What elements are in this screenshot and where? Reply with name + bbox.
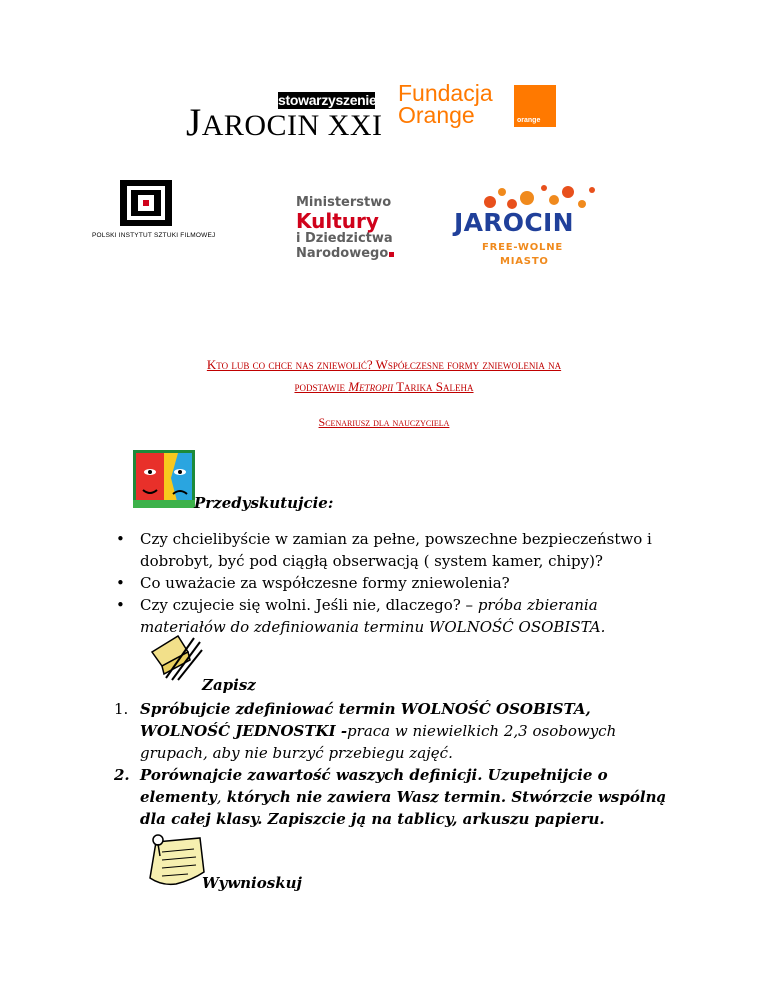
logo-stowarzyszenie-name bbox=[186, 101, 383, 148]
logo-ministerstwo bbox=[296, 195, 426, 263]
logo-fundacja-orange bbox=[398, 82, 558, 128]
list-item bbox=[114, 764, 674, 830]
section-title-discuss: Przedyskutujcie: bbox=[194, 494, 334, 512]
paint-splash-icon bbox=[472, 180, 612, 210]
orange-box-label: orange bbox=[517, 117, 541, 124]
page-title-line2-a: podstawie bbox=[294, 379, 349, 394]
list-item-comma: , bbox=[216, 788, 222, 806]
logo-ministerstwo-line1: Ministerstwo bbox=[296, 195, 392, 210]
list-item-italic-text: próba zbierania materiałów do zdefiniowania terminu WOLNOŚĆ OSOBISTA. bbox=[140, 596, 606, 636]
write-tasks-list bbox=[114, 698, 674, 830]
logo-jarocin-sub1: FREE-WOLNE bbox=[482, 242, 563, 253]
page-title-line2-b: Tarika Saleha bbox=[393, 379, 474, 394]
logo-jarocin-miasto bbox=[452, 180, 612, 280]
list-item-text: Czy czujecie się wolni. Jeśli nie, dlaczego? – bbox=[140, 596, 478, 614]
logo-stowarzyszenie-banner: stowarzyszenie bbox=[278, 92, 377, 108]
list-item bbox=[114, 698, 674, 764]
page-title-film: Metropii bbox=[348, 379, 394, 394]
logo-stowarzyszenie-rest: AROCIN XXI bbox=[201, 109, 383, 142]
list-item-italic-text: praca w niewielkich 2,3 osobowych grupach, aby nie burzyć przebiegu zajęć. bbox=[140, 722, 617, 762]
logo-fundacja-line1: Fundacja bbox=[398, 80, 493, 106]
list-item-number: 1. bbox=[114, 700, 129, 718]
list-item: • Co uważacie za współczesne formy zniewolenia? bbox=[114, 572, 674, 594]
logo-pisf-text: POLSKI INSTYTUT SZTUKI FILMOWEJ bbox=[92, 232, 216, 239]
pisf-frame-icon bbox=[118, 178, 174, 228]
section-title-conclude: Wywnioskuj bbox=[202, 874, 302, 892]
logo-pisf bbox=[80, 178, 230, 248]
list-item: • Czy chcielibyście w zamian za pełne, powszechne bezpieczeństwo i dobrobyt, być pod ciągłą obserwacją ( system kamer, chipy)? bbox=[114, 528, 674, 572]
orange-square-icon bbox=[514, 85, 556, 127]
page-title-line2 bbox=[134, 376, 634, 398]
writing-pen-icon bbox=[148, 630, 204, 682]
logo-fundacja-text bbox=[398, 82, 493, 126]
page-title-line1: Kto lub co chce nas zniewolić? Współczesne formy zniewolenia na bbox=[206, 357, 562, 372]
page-subtitle: Scenariusz dla nauczyciela bbox=[318, 415, 450, 429]
logo-ministerstwo-line4: Narodowego bbox=[296, 246, 389, 261]
logo-jarocin-sub2: MIASTO bbox=[500, 256, 549, 267]
list-item-bold-text: Spróbujcie zdefiniować termin WOLNOŚĆ OSOBISTA, WOLNOŚĆ JEDNOSTKI - bbox=[140, 700, 591, 740]
logo-jarocin-word: JAROCIN bbox=[454, 208, 574, 237]
section-title-write: Zapisz bbox=[202, 676, 256, 694]
red-dot-icon bbox=[389, 252, 394, 257]
list-item-bold-text-2: których nie zawiera Wasz termin. Stwórzcie wspólną dla całej klasy. Zapiszcie ją na tablicy, arkuszu papieru. bbox=[140, 788, 667, 828]
list-item-number: 2. bbox=[114, 766, 130, 784]
list-item-bold-text: Porównajcie zawartość waszych definicji. Uzupełnijcie o elementy bbox=[140, 766, 608, 806]
masks-icon bbox=[133, 450, 195, 508]
logo-ministerstwo-line2: Kultury bbox=[296, 209, 379, 233]
logo-stowarzyszenie-initial: J bbox=[186, 101, 202, 144]
note-paper-icon bbox=[142, 832, 208, 888]
logo-stowarzyszenie-jarocin-xxi bbox=[186, 92, 383, 144]
logo-fundacja-line2: Orange bbox=[398, 102, 475, 128]
logo-ministerstwo-line3: i Dziedzictwa bbox=[296, 231, 393, 246]
discussion-list bbox=[114, 528, 674, 638]
